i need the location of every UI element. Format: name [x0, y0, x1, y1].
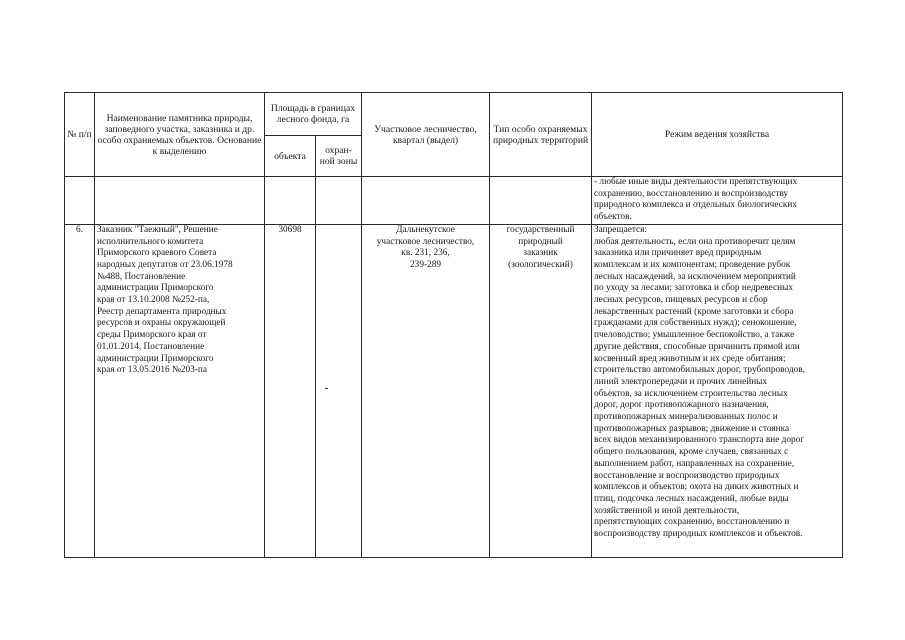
- text-line: участковое лесничество,: [376, 236, 475, 247]
- cell-empty: [65, 177, 95, 225]
- header-area-zone: охран-ной зоны: [316, 136, 362, 177]
- text-line: комплексам и их компонентам; проведение рубок: [594, 259, 791, 270]
- text-line: №488, Постановление: [97, 271, 186, 282]
- text-line: Запрещается:: [594, 224, 648, 235]
- cell-num: 6.: [65, 224, 95, 557]
- cell-empty: [316, 177, 362, 225]
- text-line: строительство автомобильных дорог, трубопроводов,: [594, 365, 805, 376]
- header-num: № п/п: [65, 93, 95, 177]
- header-area: Площадь в границах лесного фонда, га: [265, 93, 362, 136]
- text-line: всех видов механизированного транспорта вне дорог: [594, 435, 805, 446]
- text-line: лесных ресурсов, пищевых ресурсов и сбор: [594, 295, 768, 306]
- text-line: птиц, подсочка лесных насаждений, любые виды: [594, 493, 789, 504]
- text-line: края от 13.10.2008 №252-па,: [97, 295, 210, 306]
- text-line: выполнением работ, направленных на сохранение,: [594, 458, 795, 469]
- text-line: объектов.: [594, 212, 632, 223]
- text-line: администрации Приморского: [97, 283, 214, 294]
- text-line: хозяйственной и иной деятельности,: [594, 505, 740, 516]
- header-area-object: объекта: [265, 136, 316, 177]
- text-line: среды Приморского края от: [97, 330, 207, 341]
- text-line: гражданами для собственных нужд); сенокошение,: [594, 318, 797, 329]
- cell-empty: [265, 177, 316, 225]
- cell-name: [95, 224, 265, 557]
- text-line: края от 13.05.2016 №203-па: [97, 365, 207, 376]
- protected-areas-table: [64, 92, 843, 558]
- text-line: (зоологический): [508, 259, 573, 270]
- cell-type: [490, 224, 592, 557]
- text-line: природного комплекса и отдельных биологических: [594, 200, 797, 211]
- text-line: общего пользования, кроме случаев, связанных с: [594, 447, 789, 458]
- text-line: препятствующих сохранению, восстановлению и: [594, 517, 790, 528]
- text-line: - любые иные виды деятельности препятствующих: [594, 177, 798, 187]
- text-line: Дальнекутское: [396, 224, 455, 235]
- text-line: государственный: [506, 224, 575, 235]
- table-row-continuation: [65, 177, 843, 225]
- header-type: Тип особо охраняемых природных территорий: [490, 93, 592, 177]
- cell-forestry: [362, 224, 490, 557]
- scan-mark: [325, 388, 328, 389]
- text-line: любая деятельность, если она противоречит целям: [594, 236, 796, 247]
- header-forestry: Участковое лесничество, квартал (выдел): [362, 93, 490, 177]
- text-line: дорог, дорог противопожарного назначения,: [594, 400, 769, 411]
- text-line: исполнительного комитета: [97, 236, 204, 247]
- text-line: Приморского краевого Совета: [97, 248, 217, 259]
- text-line: линий электропередачи и прочих линейных: [594, 376, 768, 387]
- header-regime: Режим ведения хозяйства: [592, 93, 843, 177]
- text-line: по уходу за лесами; заготовка и сбор недревесных: [594, 283, 794, 294]
- text-line: 239-289: [410, 259, 442, 270]
- text-line: кв. 231, 236,: [401, 248, 450, 259]
- cell-area-object: 30698: [265, 224, 316, 557]
- text-line: Заказник "Таежный", Решение: [97, 224, 218, 235]
- cell-empty: [362, 177, 490, 225]
- text-line: восстановление и воспроизводство природных: [594, 470, 780, 481]
- text-line: природный: [518, 236, 563, 247]
- text-line: заказника или причиняет вред природным: [594, 248, 762, 259]
- cell-empty: [95, 177, 265, 225]
- text-line: лекарственных растений (кроме заготовки и сбора: [594, 306, 794, 317]
- text-line: противопожарных разрывов; движение и стоянка: [594, 423, 790, 434]
- text-line: противопожарных минерализованных полос и: [594, 412, 778, 423]
- text-line: Реестр департамента природных: [97, 306, 227, 317]
- cell-regime-continuation: [592, 177, 843, 225]
- text-line: заказник: [523, 248, 558, 259]
- text-line: объектов, за исключением строительства лесных: [594, 388, 788, 399]
- cell-empty: [490, 177, 592, 225]
- text-line: администрации Приморского: [97, 353, 214, 364]
- text-line: воспроизводству природных комплексов и объектов.: [594, 529, 803, 540]
- cell-regime: [592, 224, 843, 557]
- header-name: Наименование памятника природы, заповедного участка, заказника и др. особо охраняемых объектов. Основание к выделению: [95, 93, 265, 177]
- text-line: комплексов и объектов; охота на диких животных и: [594, 482, 799, 493]
- text-line: лесных насаждений, за исключением мероприятий: [594, 271, 796, 282]
- header-row: [65, 93, 843, 136]
- text-line: сохранению, восстановлению и воспроизводству: [594, 188, 789, 199]
- text-line: ресурсов и охраны окружающей: [97, 318, 226, 329]
- text-line: пчеловодство; умышленное беспокойство, а также: [594, 330, 795, 341]
- table-row: [65, 224, 843, 557]
- text-line: другие действия, способные причинить прямой или: [594, 341, 800, 352]
- text-line: народных депутатов от 23.06.1978: [97, 259, 233, 270]
- cell-area-zone: [316, 224, 362, 557]
- text-line: 01.01.2014, Постановление: [97, 341, 205, 352]
- text-line: косвенный вред животным и их среде обитания;: [594, 353, 786, 364]
